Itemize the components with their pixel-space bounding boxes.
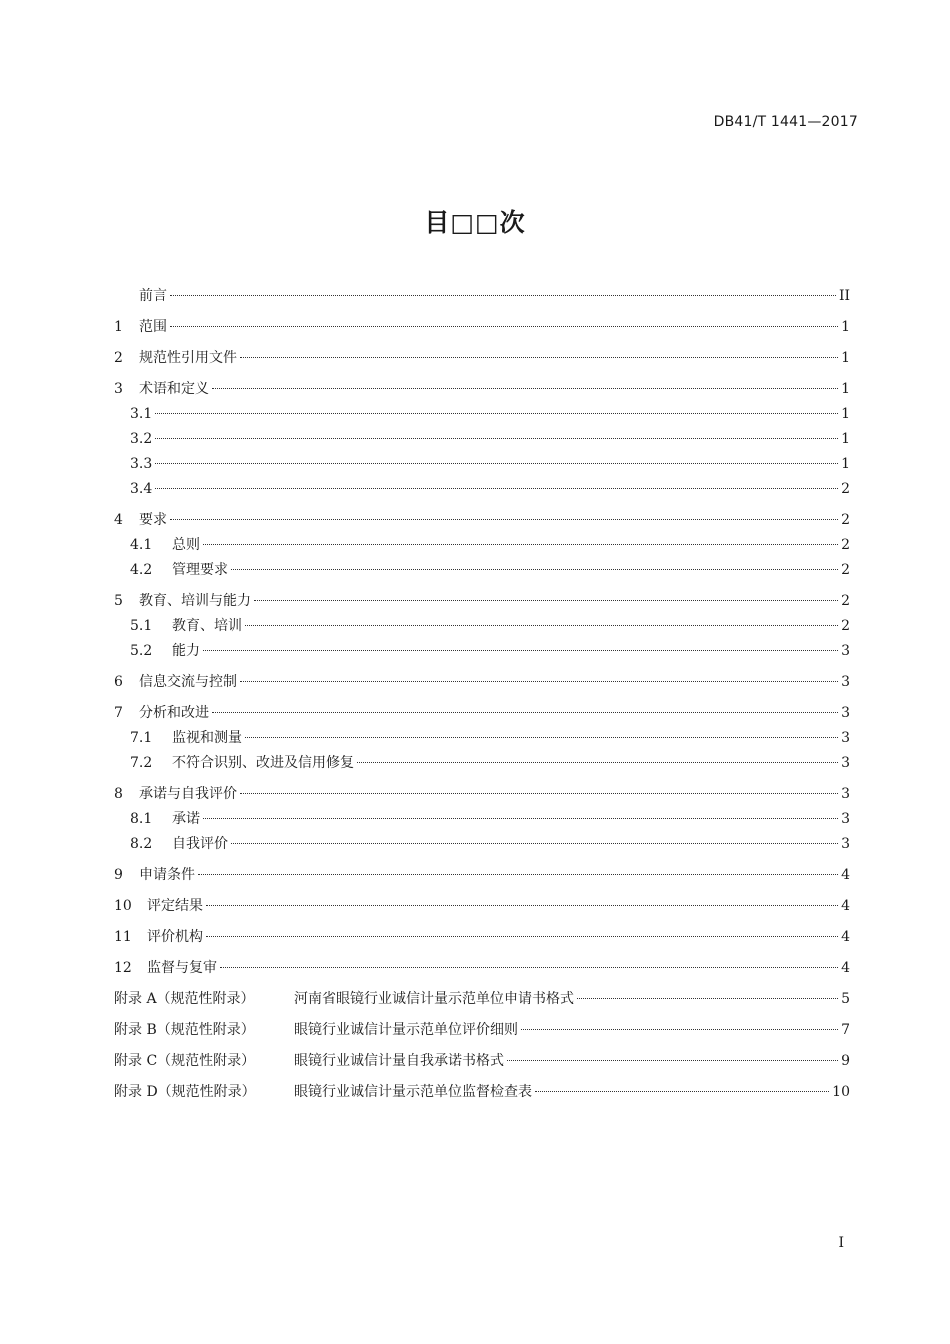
toc-entry-number: 12 bbox=[114, 960, 132, 976]
toc-entry-number: 3 bbox=[114, 381, 123, 397]
toc-entry-label: 能力 bbox=[172, 643, 200, 659]
toc-entry[interactable] bbox=[114, 894, 850, 919]
toc-entry[interactable] bbox=[114, 533, 850, 558]
toc-entry-number: 8 bbox=[114, 786, 123, 802]
toc-entry[interactable] bbox=[114, 863, 850, 888]
toc-entry-label: 评价机构 bbox=[147, 929, 203, 945]
toc-entry-number: 8.1 bbox=[130, 811, 153, 827]
toc-entry[interactable] bbox=[114, 589, 850, 614]
toc-entry[interactable] bbox=[114, 832, 850, 857]
toc-leader-dots bbox=[203, 650, 838, 651]
toc-entry-label: 前言 bbox=[139, 288, 167, 304]
toc-entry-number: 附录 A（规范性附录） bbox=[114, 991, 255, 1007]
toc-entry-label: 规范性引用文件 bbox=[139, 350, 237, 366]
toc-entry-number: 4 bbox=[114, 512, 123, 528]
toc-entry[interactable] bbox=[114, 377, 850, 402]
toc-leader-dots bbox=[170, 295, 836, 296]
toc-entry-label: 要求 bbox=[139, 512, 167, 528]
toc-leader-dots bbox=[521, 1029, 838, 1030]
toc-entry[interactable] bbox=[114, 751, 850, 776]
toc-entry-number: 2 bbox=[114, 350, 123, 366]
toc-leader-dots bbox=[198, 874, 838, 875]
toc-entry-number: 8.2 bbox=[130, 836, 153, 852]
toc-entry-number: 4.2 bbox=[130, 562, 153, 578]
toc-leader-dots bbox=[212, 712, 838, 713]
toc-leader-dots bbox=[245, 625, 838, 626]
toc-leader-dots bbox=[170, 326, 838, 327]
toc-entry-page: II bbox=[838, 288, 850, 304]
toc-entry-label: 信息交流与控制 bbox=[139, 674, 237, 690]
toc-entry-page: 3 bbox=[841, 836, 850, 852]
toc-entry[interactable] bbox=[114, 508, 850, 533]
table-of-contents bbox=[114, 284, 850, 1105]
toc-entry-label: 评定结果 bbox=[147, 898, 203, 914]
toc-entry-number: 7.2 bbox=[130, 755, 153, 771]
toc-entry-label: 总则 bbox=[172, 537, 200, 553]
toc-leader-dots bbox=[231, 569, 838, 570]
toc-entry[interactable] bbox=[114, 1049, 850, 1074]
toc-entry-page: 7 bbox=[841, 1022, 850, 1038]
toc-entry[interactable] bbox=[114, 670, 850, 695]
toc-entry-label: 申请条件 bbox=[139, 867, 195, 883]
toc-entry-label: 不符合识别、改进及信用修复 bbox=[172, 755, 354, 771]
toc-entry-label: 眼镜行业诚信计量示范单位评价细则 bbox=[294, 1022, 518, 1038]
toc-entry-number: 1 bbox=[114, 319, 123, 335]
toc-entry-page: 3 bbox=[841, 786, 850, 802]
toc-leader-dots bbox=[206, 936, 838, 937]
toc-entry-page: 10 bbox=[832, 1084, 850, 1100]
page-number: I bbox=[838, 1235, 844, 1251]
toc-entry-page: 9 bbox=[841, 1053, 850, 1069]
toc-leader-dots bbox=[240, 681, 838, 682]
toc-entry-number: 5.1 bbox=[130, 618, 153, 634]
toc-entry[interactable] bbox=[114, 427, 850, 452]
toc-entry[interactable] bbox=[114, 558, 850, 583]
toc-leader-dots bbox=[507, 1060, 838, 1061]
toc-entry-number: 10 bbox=[114, 898, 132, 914]
toc-entry-page: 3 bbox=[841, 755, 850, 771]
toc-entry-page: 3 bbox=[841, 643, 850, 659]
toc-leader-dots bbox=[155, 438, 838, 439]
toc-entry-label: 管理要求 bbox=[172, 562, 228, 578]
toc-entry-label: 承诺 bbox=[172, 811, 200, 827]
toc-entry-page: 1 bbox=[841, 431, 850, 447]
toc-entry-page: 1 bbox=[841, 406, 850, 422]
toc-entry-page: 3 bbox=[841, 705, 850, 721]
toc-entry-page: 4 bbox=[841, 898, 850, 914]
toc-entry-label: 范围 bbox=[139, 319, 167, 335]
toc-entry[interactable] bbox=[114, 726, 850, 751]
toc-entry[interactable] bbox=[114, 614, 850, 639]
toc-entry[interactable] bbox=[114, 956, 850, 981]
toc-entry-number: 7 bbox=[114, 705, 123, 721]
toc-entry-page: 4 bbox=[841, 929, 850, 945]
toc-entry-number: 5 bbox=[114, 593, 123, 609]
toc-entry-number: 附录 B（规范性附录） bbox=[114, 1022, 255, 1038]
document-code: DB41/T 1441—2017 bbox=[713, 114, 858, 130]
toc-leader-dots bbox=[240, 793, 838, 794]
toc-entry-label: 自我评价 bbox=[172, 836, 228, 852]
toc-entry[interactable] bbox=[114, 284, 850, 309]
toc-entry-page: 2 bbox=[841, 562, 850, 578]
toc-entry-page: 1 bbox=[841, 319, 850, 335]
toc-entry-number: 7.1 bbox=[130, 730, 153, 746]
toc-entry-page: 5 bbox=[841, 991, 850, 1007]
toc-entry[interactable] bbox=[114, 782, 850, 807]
toc-entry-label: 眼镜行业诚信计量自我承诺书格式 bbox=[294, 1053, 504, 1069]
toc-leader-dots bbox=[206, 905, 838, 906]
toc-leader-dots bbox=[203, 818, 838, 819]
toc-leader-dots bbox=[155, 463, 838, 464]
toc-entry[interactable] bbox=[114, 346, 850, 371]
toc-entry[interactable] bbox=[114, 315, 850, 340]
toc-leader-dots bbox=[170, 519, 838, 520]
toc-leader-dots bbox=[155, 488, 838, 489]
toc-leader-dots bbox=[203, 544, 838, 545]
toc-entry[interactable] bbox=[114, 1080, 850, 1105]
toc-entry-number: 附录 C（规范性附录） bbox=[114, 1053, 256, 1069]
toc-entry[interactable] bbox=[114, 925, 850, 950]
toc-leader-dots bbox=[254, 600, 838, 601]
toc-leader-dots bbox=[245, 737, 838, 738]
toc-entry-page: 1 bbox=[841, 381, 850, 397]
toc-entry-label: 监视和测量 bbox=[172, 730, 242, 746]
toc-leader-dots bbox=[240, 357, 838, 358]
toc-entry-page: 4 bbox=[841, 960, 850, 976]
toc-entry[interactable] bbox=[114, 807, 850, 832]
toc-leader-dots bbox=[231, 843, 838, 844]
toc-entry-number: 3.2 bbox=[130, 431, 153, 447]
toc-entry-page: 1 bbox=[841, 350, 850, 366]
toc-entry[interactable] bbox=[114, 987, 850, 1012]
toc-entry-page: 3 bbox=[841, 811, 850, 827]
toc-entry-label: 术语和定义 bbox=[139, 381, 209, 397]
toc-entry[interactable] bbox=[114, 1018, 850, 1043]
toc-entry-page: 2 bbox=[841, 481, 850, 497]
toc-leader-dots bbox=[535, 1091, 829, 1092]
toc-entry-label: 教育、培训 bbox=[172, 618, 242, 634]
toc-entry[interactable] bbox=[114, 402, 850, 427]
toc-entry-label: 承诺与自我评价 bbox=[139, 786, 237, 802]
toc-leader-dots bbox=[212, 388, 838, 389]
toc-leader-dots bbox=[220, 967, 838, 968]
toc-entry-page: 4 bbox=[841, 867, 850, 883]
toc-entry[interactable] bbox=[114, 701, 850, 726]
toc-entry-label: 教育、培训与能力 bbox=[139, 593, 251, 609]
toc-leader-dots bbox=[357, 762, 838, 763]
toc-entry-number: 附录 D（规范性附录） bbox=[114, 1084, 256, 1100]
toc-entry-number: 3.1 bbox=[130, 406, 153, 422]
toc-entry-page: 2 bbox=[841, 537, 850, 553]
toc-entry-number: 3.3 bbox=[130, 456, 153, 472]
toc-entry-label: 河南省眼镜行业诚信计量示范单位申请书格式 bbox=[294, 991, 574, 1007]
toc-entry-page: 2 bbox=[841, 618, 850, 634]
toc-entry-page: 2 bbox=[841, 593, 850, 609]
toc-entry-page: 3 bbox=[841, 674, 850, 690]
toc-entry[interactable] bbox=[114, 452, 850, 477]
toc-entry-number: 11 bbox=[114, 929, 132, 945]
toc-leader-dots bbox=[577, 998, 838, 999]
toc-entry[interactable] bbox=[114, 477, 850, 502]
toc-entry-label: 分析和改进 bbox=[139, 705, 209, 721]
toc-entry-number: 9 bbox=[114, 867, 123, 883]
toc-entry-number: 6 bbox=[114, 674, 123, 690]
toc-entry-label: 监督与复审 bbox=[147, 960, 217, 976]
toc-entry-page: 3 bbox=[841, 730, 850, 746]
page-title: 目□□次 bbox=[424, 208, 526, 237]
toc-entry[interactable] bbox=[114, 639, 850, 664]
toc-entry-number: 5.2 bbox=[130, 643, 153, 659]
toc-entry-number: 4.1 bbox=[130, 537, 153, 553]
toc-leader-dots bbox=[155, 413, 838, 414]
toc-entry-label: 眼镜行业诚信计量示范单位监督检查表 bbox=[294, 1084, 532, 1100]
toc-entry-page: 1 bbox=[841, 456, 850, 472]
toc-entry-page: 2 bbox=[841, 512, 850, 528]
toc-entry-number: 3.4 bbox=[130, 481, 153, 497]
